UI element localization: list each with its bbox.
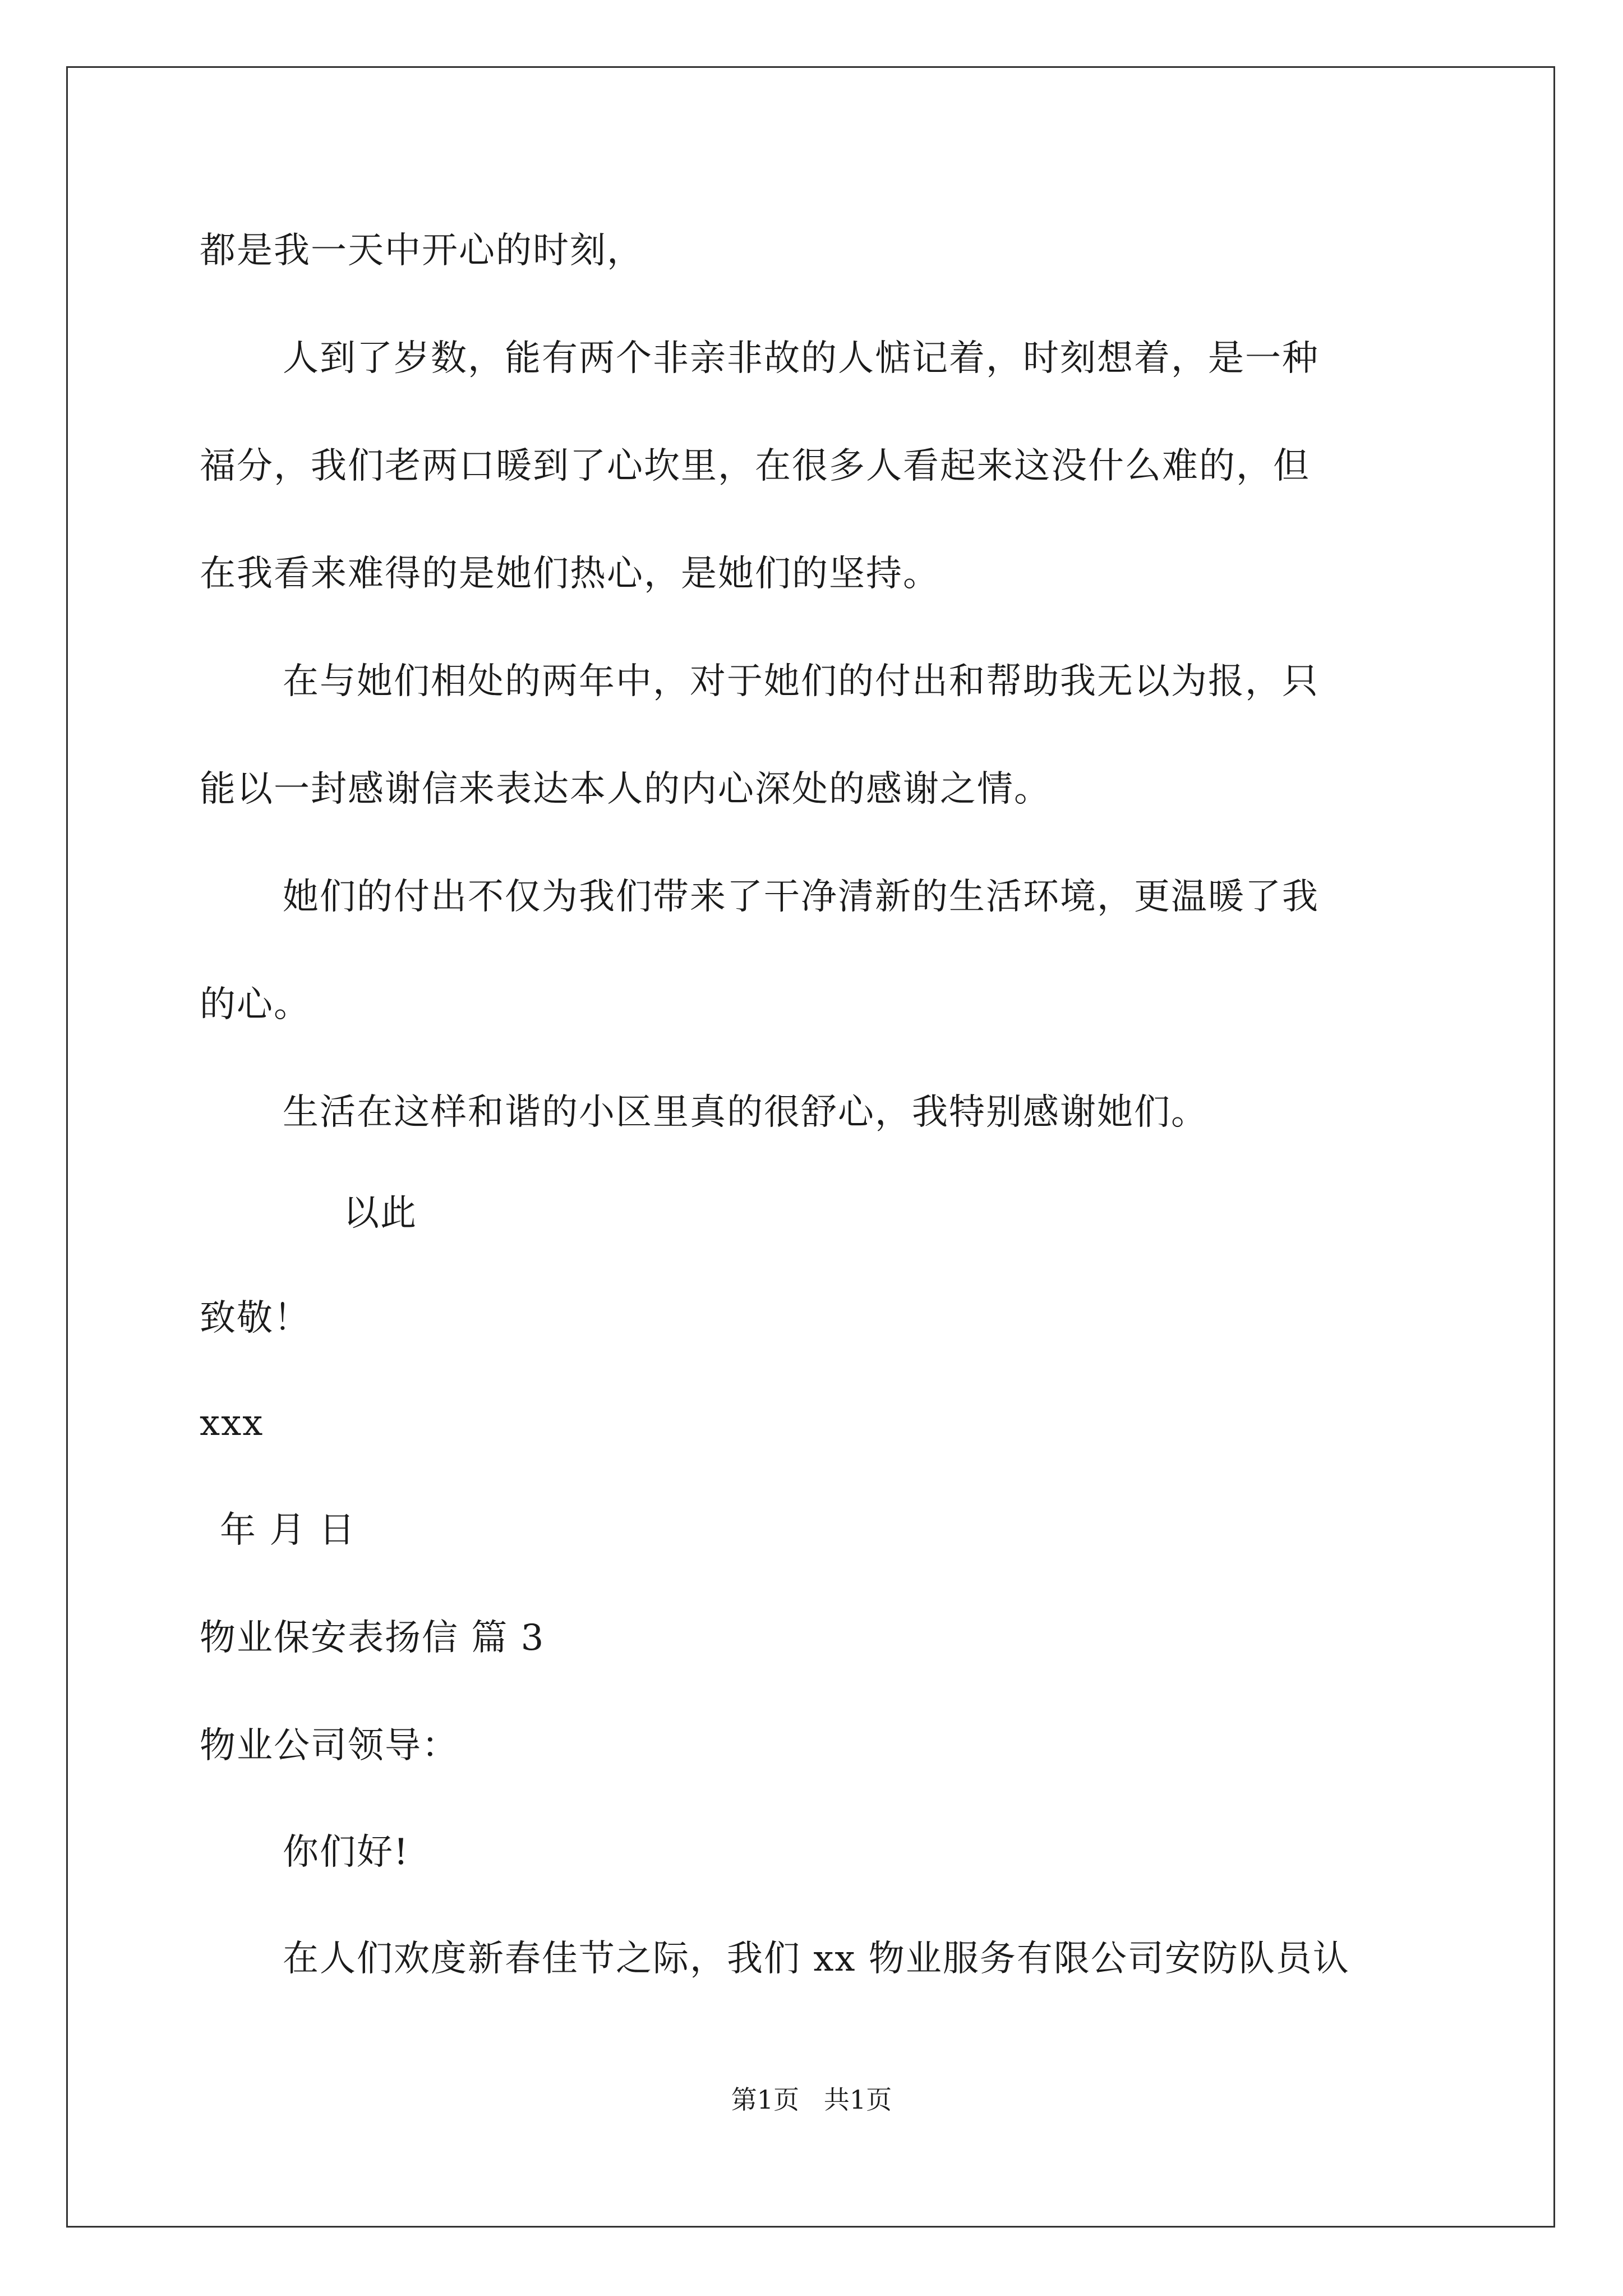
body-line: 人到了岁数，能有两个非亲非故的人惦记着，时刻想着，是一种 [283,338,1319,379]
body-line: 在与她们相处的两年中，对于她们的付出和帮助我无以为报，只 [283,661,1319,702]
signature: xxx [200,1402,264,1444]
body-line: 在我看来难得的是她们热心，是她们的坚持。 [200,553,940,595]
page-border [66,66,1555,2228]
body-line: 她们的付出不仅为我们带来了干净清新的生活环境，更温暖了我 [283,876,1319,918]
salutation: 物业公司领导： [200,1725,459,1766]
body-line: 能以一封感谢信来表达本人的内心深处的感谢之情。 [200,769,1051,810]
date-line: 年 月 日 [220,1510,356,1551]
body-line: 都是我一天中开心的时刻， [200,230,644,272]
body-line: 的心。 [200,984,311,1025]
section-heading: 物业保安表扬信 篇 3 [200,1617,545,1659]
body-line: 在人们欢度新春佳节之际，我们 xx 物业服务有限公司安防队员认 [283,1938,1350,1980]
closing-phrase: 以此 [343,1193,417,1234]
salute: 致敬！ [200,1297,311,1339]
page-number: 第1页 共1页 [731,2085,892,2115]
body-line: 生活在这样和谐的小区里真的很舒心，我特别感谢她们。 [283,1092,1208,1133]
greeting: 你们好! [283,1832,409,1873]
body-line: 福分，我们老两口暖到了心坎里，在很多人看起来这没什么难的，但 [200,445,1310,487]
